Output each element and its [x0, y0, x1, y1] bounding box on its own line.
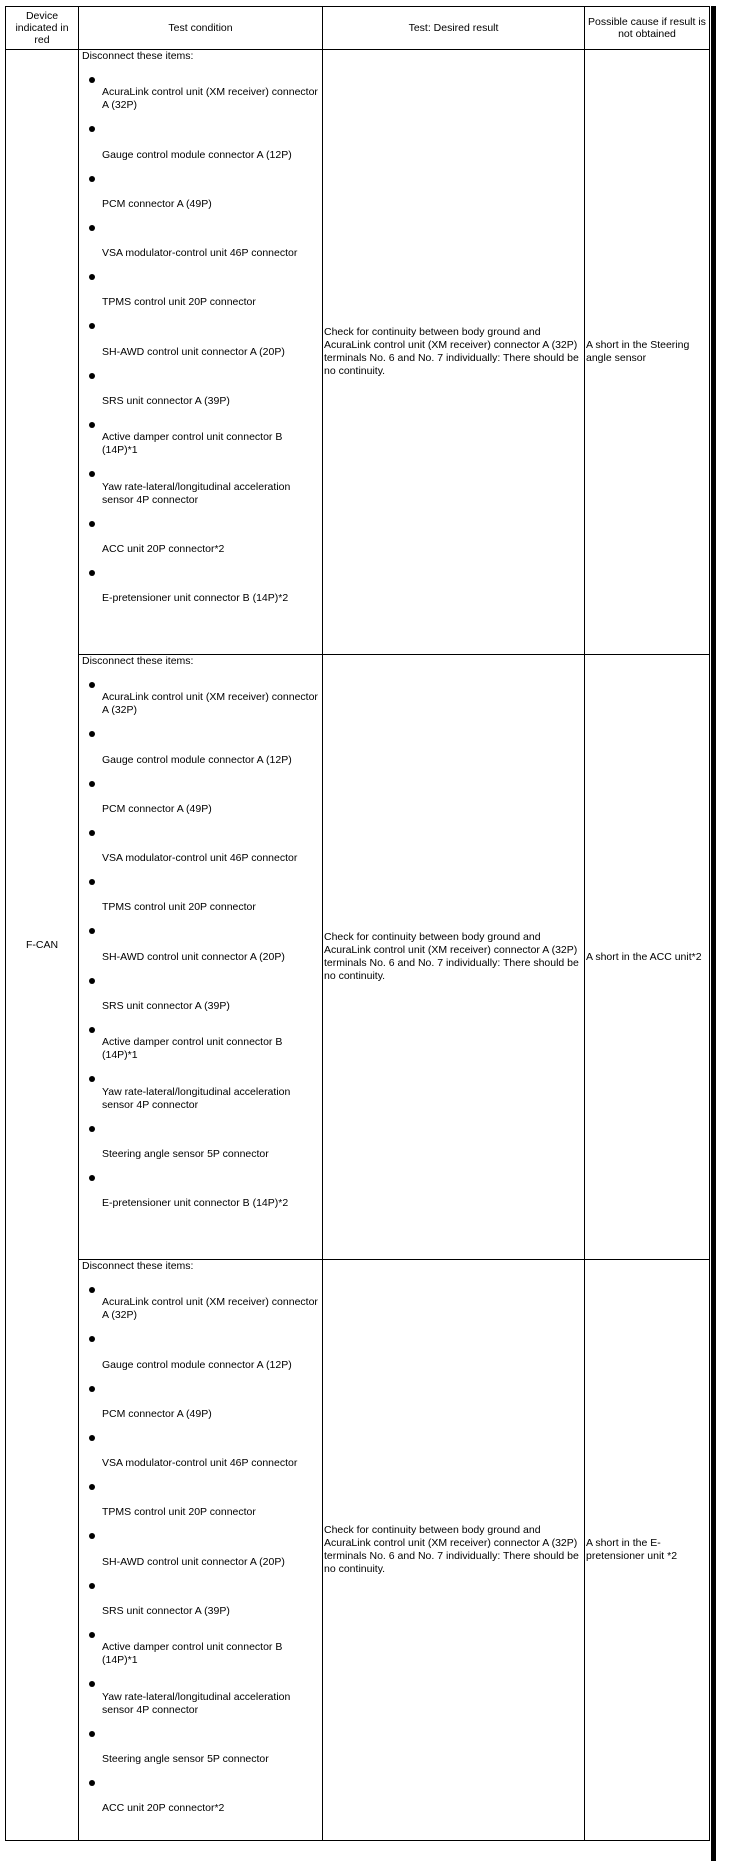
bullet-icon: [89, 471, 95, 477]
possible-cause-cell: A short in the E-pretensioner unit *2: [585, 1260, 710, 1841]
bullet-icon: [89, 225, 95, 231]
list-item: [80, 1062, 321, 1111]
bullet-icon: [89, 1336, 95, 1342]
list-item: [80, 717, 321, 766]
disconnect-lead-text: Disconnect these items:: [82, 50, 194, 62]
list-item: [80, 1766, 321, 1815]
connector-item-text: ACC unit 20P connector*2: [102, 1802, 225, 1815]
list-item: [80, 1470, 321, 1519]
connector-item-text: AcuraLink control unit (XM receiver) connector A (32P): [102, 1296, 318, 1322]
connector-item-text: AcuraLink control unit (XM receiver) connector A (32P): [102, 86, 318, 112]
list-item: [80, 1322, 321, 1371]
connector-item-text: SRS unit connector A (39P): [102, 395, 230, 408]
list-item: [80, 507, 321, 556]
list-item: [80, 1618, 321, 1667]
connector-item-text: VSA modulator-control unit 46P connector: [102, 247, 298, 260]
list-item: [80, 816, 321, 865]
list-item: [80, 1112, 321, 1161]
desired-result-cell: Check for continuity between body ground and AcuraLink control unit (XM receiver) connector A (32P) terminals No. 6 and No. 7 individually: There should be no continuity.: [323, 1260, 585, 1841]
bullet-icon: [89, 879, 95, 885]
possible-cause-cell: A short in the ACC unit*2: [585, 655, 710, 1260]
connector-item-text: TPMS control unit 20P connector: [102, 296, 256, 309]
list-item: [80, 1372, 321, 1421]
header-device: Device indicated in red: [6, 7, 79, 50]
connector-item-text: E-pretensioner unit connector B (14P)*2: [102, 592, 289, 605]
connector-item-text: SH-AWD control unit connector A (20P): [102, 1555, 285, 1568]
list-item: [80, 556, 321, 605]
bullet-icon: [89, 373, 95, 379]
connector-item-text: TPMS control unit 20P connector: [102, 1506, 256, 1519]
connector-item-text: PCM connector A (49P): [102, 802, 212, 815]
connector-item-text: Yaw rate-lateral/longitudinal acceleration sensor 4P connector: [102, 480, 291, 506]
list-item: [80, 1421, 321, 1470]
list-item: [80, 63, 321, 112]
bullet-icon: [89, 274, 95, 280]
connector-item-text: Active damper control unit connector B (14P)*1: [102, 1036, 283, 1062]
connector-item-text: SRS unit connector A (39P): [102, 1000, 230, 1013]
bullet-icon: [89, 1681, 95, 1687]
connector-item-text: VSA modulator-control unit 46P connector: [102, 852, 298, 865]
test-condition-cell: [79, 655, 323, 1260]
list-item: [80, 1569, 321, 1618]
list-item: [80, 668, 321, 717]
bullet-icon: [89, 1027, 95, 1033]
header-test-condition: Test condition: [79, 7, 323, 50]
list-item: [80, 408, 321, 457]
possible-cause-cell: A short in the Steering angle sensor: [585, 50, 710, 655]
bullet-icon: [89, 1126, 95, 1132]
connector-item-text: PCM connector A (49P): [102, 197, 212, 210]
connector-item-text: Gauge control module connector A (12P): [102, 148, 292, 161]
list-item: [80, 162, 321, 211]
list-item: [80, 112, 321, 161]
bullet-icon: [89, 1780, 95, 1786]
disconnect-lead-text: Disconnect these items:: [82, 655, 194, 667]
diagnostic-table: [5, 6, 710, 1841]
bullet-icon: [89, 1632, 95, 1638]
header-desired-result: Test: Desired result: [323, 7, 585, 50]
table-row: [6, 1260, 710, 1841]
bullet-icon: [89, 1583, 95, 1589]
connector-item-text: Gauge control module connector A (12P): [102, 1358, 292, 1371]
document-page: [5, 6, 710, 1861]
bullet-icon: [89, 1533, 95, 1539]
table-row: [6, 50, 710, 655]
connector-item-text: Yaw rate-lateral/longitudinal acceleration sensor 4P connector: [102, 1690, 291, 1716]
connector-item-text: ACC unit 20P connector*2: [102, 542, 225, 555]
connector-item-text: Active damper control unit connector B (14P)*1: [102, 1641, 283, 1667]
page-edge-bar: [711, 6, 716, 1861]
bullet-icon: [89, 830, 95, 836]
list-item: [80, 260, 321, 309]
list-item: [80, 865, 321, 914]
table-header-row: [6, 7, 710, 50]
connector-item-text: Steering angle sensor 5P connector: [102, 1752, 269, 1765]
bullet-icon: [89, 978, 95, 984]
test-condition-cell: [79, 1260, 323, 1841]
table-body: [6, 50, 710, 1841]
connector-item-text: Yaw rate-lateral/longitudinal acceleration sensor 4P connector: [102, 1085, 291, 1111]
list-item: [80, 1273, 321, 1322]
desired-result-cell: Check for continuity between body ground and AcuraLink control unit (XM receiver) connector A (32P) terminals No. 6 and No. 7 individually: There should be no continuity.: [323, 50, 585, 655]
list-item: [80, 211, 321, 260]
connector-item-text: SH-AWD control unit connector A (20P): [102, 345, 285, 358]
connector-item-text: Active damper control unit connector B (14P)*1: [102, 431, 283, 457]
list-item: [80, 359, 321, 408]
bullet-icon: [89, 521, 95, 527]
bullet-icon: [89, 1287, 95, 1293]
bullet-icon: [89, 1435, 95, 1441]
bullet-icon: [89, 126, 95, 132]
header-possible-cause: Possible cause if result is not obtained: [585, 7, 710, 50]
bullet-icon: [89, 570, 95, 576]
bullet-icon: [89, 176, 95, 182]
table-row: [6, 655, 710, 1260]
connector-item-text: Gauge control module connector A (12P): [102, 753, 292, 766]
test-condition-cell: [79, 50, 323, 655]
bullet-icon: [89, 1484, 95, 1490]
list-item: [80, 1667, 321, 1716]
bullet-icon: [89, 731, 95, 737]
bullet-icon: [89, 1731, 95, 1737]
list-item: [80, 457, 321, 506]
list-item: [80, 1013, 321, 1062]
list-item: [80, 914, 321, 963]
bullet-icon: [89, 1386, 95, 1392]
list-item: [80, 309, 321, 358]
bullet-icon: [89, 323, 95, 329]
bullet-icon: [89, 1076, 95, 1082]
connector-item-text: TPMS control unit 20P connector: [102, 901, 256, 914]
disconnect-lead-text: Disconnect these items:: [82, 1260, 194, 1272]
connector-item-text: VSA modulator-control unit 46P connector: [102, 1457, 298, 1470]
connector-item-text: E-pretensioner unit connector B (14P)*2: [102, 1197, 289, 1210]
connector-item-text: SRS unit connector A (39P): [102, 1605, 230, 1618]
bullet-icon: [89, 1175, 95, 1181]
bullet-icon: [89, 422, 95, 428]
bullet-icon: [89, 781, 95, 787]
connector-item-text: PCM connector A (49P): [102, 1407, 212, 1420]
desired-result-cell: Check for continuity between body ground and AcuraLink control unit (XM receiver) connector A (32P) terminals No. 6 and No. 7 individually: There should be no continuity.: [323, 655, 585, 1260]
connector-item-text: SH-AWD control unit connector A (20P): [102, 950, 285, 963]
list-item: [80, 964, 321, 1013]
connector-item-text: AcuraLink control unit (XM receiver) connector A (32P): [102, 691, 318, 717]
list-item: [80, 767, 321, 816]
connector-item-text: Steering angle sensor 5P connector: [102, 1147, 269, 1160]
bullet-icon: [89, 928, 95, 934]
list-item: [80, 1519, 321, 1568]
list-item: [80, 1717, 321, 1766]
device-cell: F-CAN: [6, 50, 79, 1841]
bullet-icon: [89, 682, 95, 688]
bullet-icon: [89, 77, 95, 83]
list-item: [80, 1161, 321, 1210]
